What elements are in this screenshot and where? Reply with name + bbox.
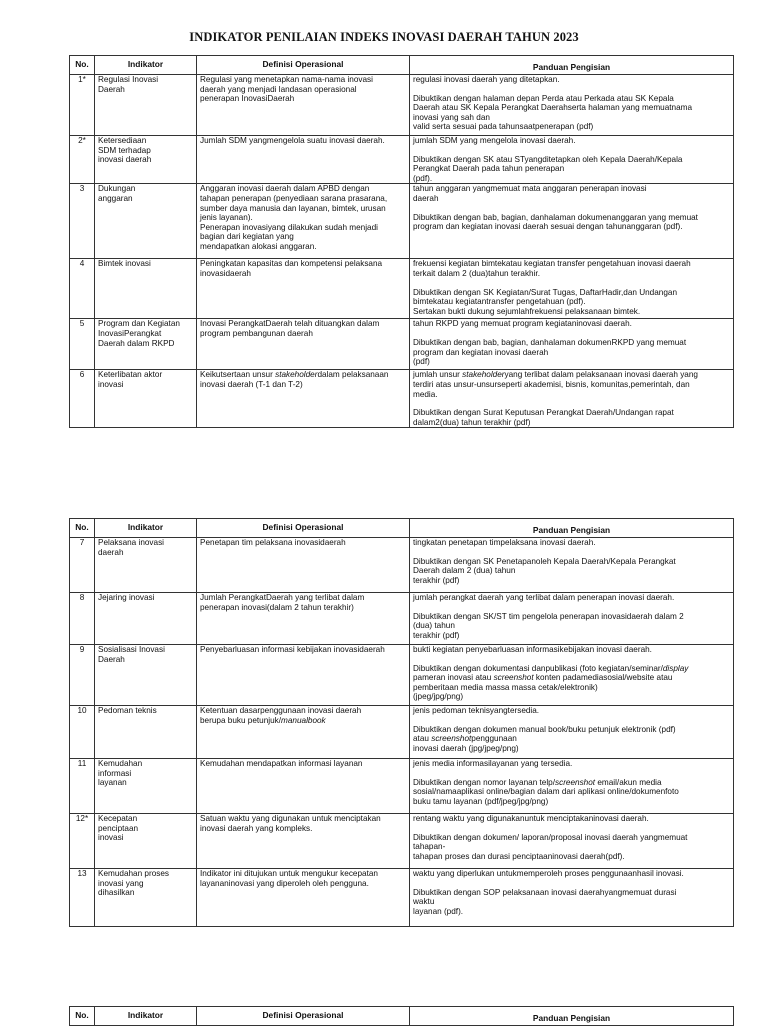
row-panduan-evidence: Dibuktikan dengan halaman depan Perda atau Perkada atau SK Kepala Daerah atau SK Kepala Perangkat Daerahserta halaman yang memuatnama inovasi yang sah dan valid serta sesuai pada tahunsaatpenerapan (pdf) (413, 93, 692, 132)
row-definisi: Penyebarluasan informasi kebijakan inovasidaerah (200, 645, 385, 654)
table-row (70, 184, 734, 259)
table-row (70, 645, 734, 706)
row-no: 4 (70, 259, 95, 319)
row-panduan-evidence: Dibuktikan dengan SK atau STyangditetapkan oleh Kepala Daerah/Kepala Perangkat Daerah pada tahun penerapan (pdf). (413, 154, 683, 183)
row-no: 10 (70, 706, 95, 759)
table-row (70, 259, 734, 319)
row-no: 13 (70, 869, 95, 927)
header-indikator: Indikator (95, 56, 197, 75)
header-indikator: Indikator (95, 519, 197, 538)
header-no: No. (70, 519, 95, 538)
row-no: 3 (70, 184, 95, 259)
row-definisi: Inovasi PerangkatDaerah telah dituangkan dalam program pembangunan daerah (200, 319, 380, 338)
row-no: 11 (70, 759, 95, 814)
row-definisi: Peningkatan kapasitas dan kompetensi pelaksana inovasidaerah (200, 259, 383, 278)
row-no: 1* (70, 75, 95, 136)
row-panduan-evidence: Dibuktikan dengan SK/ST tim pengelola penerapan inovasidaerah dalam 2 (dua) tahun terakhir (pdf) (413, 611, 684, 640)
row-definisi: Indikator ini ditujukan untuk mengukur kecepatan layananinovasi yang diperoleh oleh pengguna. (200, 869, 378, 888)
row-no: 8 (70, 593, 95, 645)
row-panduan-evidence: Dibuktikan dengan Surat Keputusan Perangkat Daerah/Undangan rapat dalam2(dua) tahun terakhir (pdf) (413, 408, 674, 427)
table-row (70, 370, 734, 428)
row-panduan-main: rentang waktu yang digunakanuntuk menciptakaninovasi daerah. (413, 814, 649, 823)
row-no: 7 (70, 538, 95, 593)
row-indikator: Jejaring inovasi (98, 593, 155, 602)
table-row (70, 814, 734, 869)
row-panduan-evidence: Dibuktikan dengan SOP pelaksanaan inovasi daerahyangmemuat durasi waktu layanan (pdf). (413, 887, 677, 916)
row-definisi: Anggaran inovasi daerah dalam APBD dengan tahapan penerapan (penyediaan sarana prasarana, sumber daya manusia dan layanan, bimtek, urusan jenis layanan). Penerapan inovasiyang dilakukan sudah menjadi bagian dari kegiatan yang mendapatkan alokasi anggaran. (200, 184, 388, 251)
row-panduan-evidence: Dibuktikan dengan nomor layanan telp/screenshot email/akun media sosial/namaaplikasi online/bagian dalam dari aplikasi online/dokumenfoto buku tamu layanan (pdf/jpeg/jpg/png) (413, 777, 679, 806)
table-row (70, 538, 734, 593)
table-row (70, 75, 734, 136)
row-indikator: Kemudahan proses inovasi yang dihasilkan (98, 869, 170, 898)
row-indikator: Bimtek inovasi (98, 259, 151, 269)
row-panduan-main: jumlah SDM yang mengelola inovasi daerah. (413, 136, 576, 145)
row-definisi: Keikutsertaan unsur stakeholderdalam pelaksanaan inovasi daerah (T-1 dan T-2) (200, 370, 389, 389)
header-definisi: Definisi Operasional (197, 519, 410, 538)
row-indikator: Ketersediaan SDM terhadap inovasi daerah (98, 136, 152, 165)
table-row (70, 759, 734, 814)
row-definisi: Kemudahan mendapatkan informasi layanan (200, 759, 363, 768)
row-definisi: Penetapan tim pelaksana inovasidaerah (200, 538, 346, 547)
header-indikator: Indikator (95, 1007, 197, 1026)
row-indikator: Kemudahan informasi layanan (98, 759, 143, 788)
header-panduan: Panduan Pengisian (410, 519, 734, 538)
row-panduan-evidence: Dibuktikan dengan dokumen manual book/buku petunjuk elektronik (pdf) atau screenshotpenggunaan inovasi daerah (jpg/jpeg/png) (413, 724, 676, 753)
row-panduan-evidence: Dibuktikan dengan dokumentasi danpublikasi (foto kegiatan/seminar/display pameran inovasi atau screenshot konten padamediasosial/website atau pemberitaan media massa massa cetak/elektronik) (jpeg/jpg/png) (413, 663, 689, 702)
row-panduan-evidence: Dibuktikan dengan dokumen/ laporan/proposal inovasi daerah yangmemuat tahapan- tahapan proses dan durasi penciptaaninovasi daerah(pdf). (413, 832, 688, 861)
table-header-row (70, 56, 734, 75)
row-panduan-evidence: Dibuktikan dengan SK Kegiatan/Surat Tugas, DaftarHadir,dan Undangan bimtekatau kegiatantransfer pengetahuan (pdf). Sertakan bukti dukung sejumlahfrekuensi pelaksanaan bimtek. (413, 287, 677, 316)
row-indikator: Program dan Kegiatan InovasiPerangkat Daerah dalam RKPD (98, 319, 180, 348)
header-definisi: Definisi Operasional (197, 1007, 410, 1026)
row-panduan-main: tahun RKPD yang memuat program kegiataninovasi daerah. (413, 319, 632, 329)
page-title: INDIKATOR PENILAIAN INDEKS INOVASI DAERAH TAHUN 2023 (189, 30, 579, 44)
row-panduan-main: jumlah perangkat daerah yang terlibat dalam penerapan inovasi daerah. (413, 593, 675, 602)
row-panduan-main: jenis media informasilayanan yang tersedia. (413, 759, 573, 768)
row-indikator: Regulasi Inovasi Daerah (98, 75, 159, 94)
row-definisi: Regulasi yang menetapkan nama-nama inovasi daerah yang menjadi landasan operasional penerapan InovasiDaerah (200, 75, 373, 104)
table-header-row (70, 519, 734, 538)
row-panduan-main: bukti kegiatan penyebarluasan informasikebijakan inovasi daerah. (413, 645, 652, 654)
indicator-table-2 (69, 518, 734, 927)
row-no: 12* (70, 814, 95, 869)
row-indikator: Sosialisasi Inovasi Daerah (98, 645, 165, 664)
row-indikator: Keterlibatan aktor inovasi (98, 370, 163, 389)
header-panduan: Panduan Pengisian (410, 1007, 734, 1026)
row-indikator: Kecepatan penciptaan inovasi (98, 814, 139, 843)
row-no: 9 (70, 645, 95, 706)
row-no: 2* (70, 136, 95, 184)
row-definisi: Jumlah SDM yangmengelola suatu inovasi daerah. (200, 136, 385, 145)
row-panduan-main: tingkatan penetapan timpelaksana inovasi daerah. (413, 538, 596, 547)
header-definisi: Definisi Operasional (197, 56, 410, 75)
header-panduan: Panduan Pengisian (410, 56, 734, 75)
row-panduan-main: frekuensi kegiatan bimtekatau kegiatan transfer pengetahuan inovasi daerah terkait dalam 2 (dua)tahun terakhir. (413, 259, 691, 278)
header-no: No. (70, 1007, 95, 1026)
row-panduan-main: regulasi inovasi daerah yang ditetapkan. (413, 75, 560, 84)
row-panduan-evidence: Dibuktikan dengan bab, bagian, danhalaman dokumenanggaran yang memuat program dan kegiatan inovasi daerah sesuai dengan tahunanggaran (pdf). (413, 212, 698, 232)
row-definisi: Satuan waktu yang digunakan untuk menciptakan inovasi daerah yang kompleks. (200, 814, 381, 833)
row-indikator: Pelaksana inovasi daerah (98, 538, 164, 557)
header-no: No. (70, 56, 95, 75)
table-row (70, 706, 734, 759)
row-definisi: Jumlah PerangkatDaerah yang terlibat dalam penerapan inovasi(dalam 2 tahun terakhir) (200, 593, 365, 612)
indicator-table-3 (69, 1006, 734, 1026)
row-panduan-main: jenis pedoman teknisyangtersedia. (413, 706, 540, 715)
row-panduan-main: jumlah unsur stakeholderyang terlibat dalam pelaksanaan inovasi daerah yang terdiri atas unsur-unsurseperti akademisi, bisnis, komunitas,pemerintah, dan media. (413, 370, 698, 399)
row-indikator: Pedoman teknis (98, 706, 157, 715)
row-panduan-evidence: Dibuktikan dengan SK Penetapanoleh Kepala Daerah/Kepala Perangkat Daerah dalam 2 (dua) tahun terakhir (pdf) (413, 556, 676, 585)
row-panduan-main: waktu yang diperlukan untukmemperoleh proses penggunaanhasil inovasi. (413, 869, 684, 878)
row-panduan-main: tahun anggaran yangmemuat mata anggaran penerapan inovasi daerah (413, 184, 647, 203)
row-no: 5 (70, 319, 95, 370)
table-row (70, 136, 734, 184)
table-row (70, 869, 734, 927)
row-panduan-evidence: Dibuktikan dengan bab, bagian, danhalaman dokumenRKPD yang memuat program dan kegiatan inovasi daerah (pdf) (413, 337, 687, 367)
table-header-row (70, 1007, 734, 1026)
indicator-table-1 (69, 55, 734, 428)
table-row (70, 593, 734, 645)
row-definisi: Ketentuan dasarpenggunaan inovasi daerah berupa buku petunjuk/manualbook (200, 706, 362, 725)
row-indikator: Dukungan anggaran (98, 184, 136, 203)
table-row (70, 319, 734, 370)
row-no: 6 (70, 370, 95, 428)
